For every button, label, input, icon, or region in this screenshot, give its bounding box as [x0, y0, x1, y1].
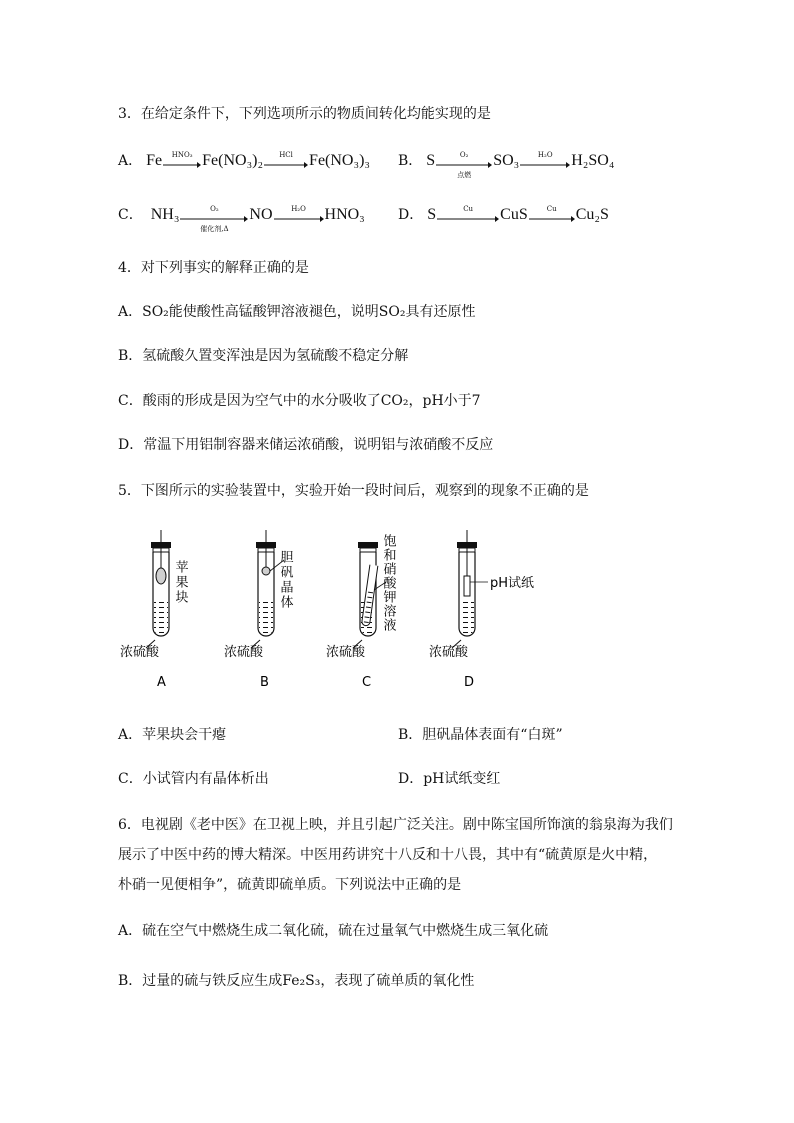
q3-b-arrow-1-condition-below: 点燃: [457, 171, 472, 179]
right-arrow-icon: [163, 160, 201, 170]
right-arrow-icon: [437, 214, 499, 224]
q5-option-d: D．pH试纸变红: [398, 771, 501, 787]
crystal-icon: [262, 567, 270, 575]
q3-option-d: [398, 204, 609, 224]
right-arrow-icon: [529, 214, 575, 224]
q3-option-b: [398, 150, 615, 179]
q4-option-b: B．氢硫酸久置变浑浊是因为氢硫酸不稳定分解: [118, 348, 409, 364]
q3-a-species-1: Fe: [146, 152, 163, 169]
right-arrow-icon: [180, 214, 248, 224]
q5-b-object-label: 胆矾晶体: [277, 550, 293, 610]
q5-c-caption: C: [362, 675, 372, 690]
q3-d-arrow-2: [529, 205, 575, 224]
q3-b-arrow-2: [520, 151, 570, 170]
q4-option-d: D．常温下用铝制容器来储运浓硝酸，说明铝与浓硝酸不反应: [118, 437, 494, 453]
q5-b-acid-label: 浓硫酸: [224, 645, 264, 660]
q5-apparatus-figure: [118, 530, 578, 700]
q3-d-arrow-2-condition: Cu: [546, 205, 557, 213]
q3-c-arrow-1: [180, 205, 248, 233]
q3-a-letter: A．: [118, 153, 143, 169]
q5-c-object-label: 饱和硝酸钾溶液: [380, 534, 396, 632]
q6-stem-line-2: 展示了中医中药的博大精深。中医用药讲究十八反和十八畏，其中有“硫黄原是火中精，: [118, 847, 658, 863]
q3-d-arrow-1-condition: Cu: [463, 205, 474, 213]
q3-c-arrow-2-condition: H₂O: [291, 205, 306, 213]
q3-a-arrow-1-condition: HNO₃: [171, 151, 193, 159]
q3-b-letter: B．: [398, 153, 423, 169]
q3-d-arrow-1: [437, 205, 499, 224]
q5-d-acid-label: 浓硫酸: [429, 645, 469, 660]
q5-option-a: A．苹果块会干瘪: [118, 727, 227, 743]
q3-a-arrow-1: [163, 151, 201, 170]
q3-b-arrow-2-condition: H₂O: [537, 151, 553, 159]
q3-a-arrow-2: [264, 151, 308, 170]
q3-b-species-1: S: [426, 152, 436, 169]
q5-c-acid-label: 浓硫酸: [326, 645, 366, 660]
q5-option-b: B．胆矾晶体表面有“白斑”: [398, 727, 563, 743]
right-arrow-icon: [520, 160, 570, 170]
small-test-tube: [361, 565, 377, 627]
apple-piece-icon: [156, 568, 166, 584]
q3-a-species-2: Fe(NO₃)₂: [202, 152, 264, 169]
q3-d-species-1: S: [427, 206, 437, 223]
q5-a-caption: A: [157, 675, 166, 690]
q3-c-arrow-2: [274, 205, 324, 224]
q3-d-letter: D．: [398, 207, 424, 223]
right-arrow-icon: [274, 214, 324, 224]
q4-option-c: C．酸雨的形成是因为空气中的水分吸收了CO₂，pH小于7: [118, 393, 481, 409]
q3-b-species-3: H₂SO₄: [571, 152, 615, 169]
q5-option-c: C．小试管内有晶体析出: [118, 771, 269, 787]
q3-c-letter: C．: [118, 207, 143, 223]
test-tube-a: [146, 530, 171, 648]
q5-stem: 5．下图所示的实验装置中，实验开始一段时间后，观察到的现象不正确的是: [118, 483, 589, 499]
q3-b-arrow-1-condition: O₂: [459, 151, 469, 159]
q6-stem-line-1: 6．电视剧《老中医》在卫视上映，并且引起广泛关注。剧中陈宝国所饰演的翁泉海为我们: [118, 817, 673, 833]
q3-c-species-2: NO: [249, 206, 273, 223]
right-arrow-icon: [436, 160, 492, 170]
q5-a-acid-label: 浓硫酸: [120, 645, 160, 660]
q4-option-a: A．SO₂能使酸性高锰酸钾溶液褪色，说明SO₂具有还原性: [118, 304, 476, 320]
q3-b-species-2: SO₃: [493, 152, 520, 169]
q3-a-species-3: Fe(NO₃)₃: [309, 152, 370, 169]
q5-b-caption: B: [260, 675, 269, 690]
q4-stem: 4．对下列事实的解释正确的是: [118, 260, 309, 276]
q3-c-arrow-1-condition: O₂: [210, 205, 219, 213]
q6-option-a: A．硫在空气中燃烧生成二氧化硫，硫在过量氧气中燃烧生成三氧化硫: [118, 923, 549, 939]
q3-a-arrow-2-condition: HCl: [279, 151, 293, 159]
q3-option-c: [118, 204, 365, 233]
q3-d-species-2: CuS: [500, 206, 528, 223]
q5-d-object-label: pH试纸: [490, 576, 535, 591]
q5-a-object-label: 苹果块: [172, 560, 188, 605]
q3-d-species-3: Cu₂S: [575, 206, 609, 223]
q3-option-a: [118, 150, 370, 170]
right-arrow-icon: [264, 160, 308, 170]
q3-c-species-3: HNO₃: [324, 206, 365, 223]
ph-paper-icon: [464, 576, 470, 596]
q5-d-caption: D: [464, 675, 475, 690]
q3-b-arrow-1: [436, 151, 492, 179]
q3-stem: 3．在给定条件下，下列选项所示的物质间转化均能实现的是: [118, 106, 491, 122]
q6-stem-line-3: 朴硝一见便相争”，硫黄即硫单质。下列说法中正确的是: [118, 877, 462, 893]
q3-c-arrow-1-condition-below: 催化剂,Δ: [200, 225, 229, 233]
test-tube-d: [452, 530, 488, 648]
q3-c-species-1: NH₃: [150, 206, 180, 223]
q6-option-b: B．过量的硫与铁反应生成Fe₂S₃，表现了硫单质的氧化性: [118, 973, 475, 989]
